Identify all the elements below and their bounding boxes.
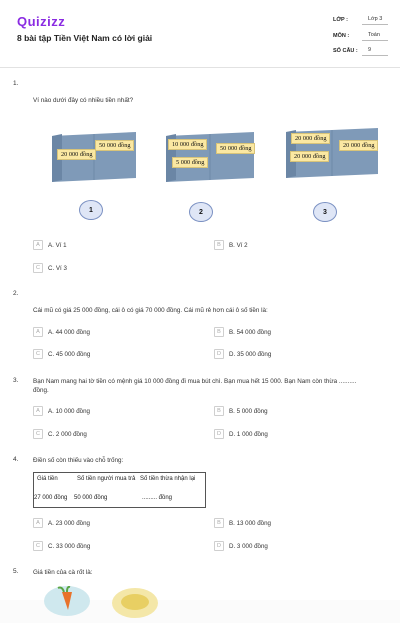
wallet-2-icon bbox=[162, 128, 258, 184]
option-text: B. Ví 2 bbox=[229, 241, 248, 249]
wallet-1-note-2: 20 000 đồng bbox=[57, 149, 96, 160]
wallet-3-note-2: 20 000 đồng bbox=[339, 140, 378, 151]
question-1-number: 1. bbox=[13, 80, 19, 87]
question-5-number: 5. bbox=[13, 568, 19, 575]
table-header-paid: Số tiền người mua trả bbox=[77, 476, 136, 482]
option-text: D. 35 000 đồng bbox=[229, 350, 272, 358]
table-cell-price: 27 000 đồng bbox=[34, 495, 68, 501]
option-text: C. 33 000 đồng bbox=[48, 542, 91, 550]
wallet-3-label: 3 bbox=[313, 202, 337, 222]
q1-option-a[interactable] bbox=[33, 239, 67, 251]
option-text: D. 1 000 đồng bbox=[229, 430, 268, 438]
q2-option-b[interactable] bbox=[214, 326, 271, 338]
q3-option-d[interactable] bbox=[214, 428, 268, 440]
wallet-3-note-3: 20 000 đồng bbox=[290, 151, 329, 162]
table-header-price: Giá tiền bbox=[37, 476, 58, 482]
table-cell-paid: 50 000 đồng bbox=[74, 495, 108, 501]
option-text: C. 45 000 đồng bbox=[48, 350, 91, 358]
header-divider bbox=[0, 67, 400, 68]
option-key-d: D bbox=[214, 541, 224, 551]
q3-option-a[interactable] bbox=[33, 405, 90, 417]
option-key-a: A bbox=[33, 518, 43, 528]
option-text: C. 2 000 đồng bbox=[48, 430, 87, 438]
option-text: D. 3 000 đồng bbox=[229, 542, 268, 550]
option-key-b: B bbox=[214, 327, 224, 337]
carrot-icon bbox=[44, 586, 90, 616]
q2-option-d[interactable] bbox=[214, 348, 271, 360]
option-key-c: C bbox=[33, 541, 43, 551]
wallet-1-note-1: 50 000 đồng bbox=[95, 140, 134, 151]
q2-option-c[interactable] bbox=[33, 348, 90, 360]
question-3-text-line-2: đồng. bbox=[33, 387, 49, 394]
wallet-2-note-1: 10 000 đồng bbox=[168, 139, 207, 150]
q4-option-d[interactable] bbox=[214, 540, 268, 552]
option-key-a: A bbox=[33, 406, 43, 416]
table-header-change: Số tiền thừa nhận lại bbox=[140, 476, 196, 482]
option-text: A. Ví 1 bbox=[48, 241, 67, 249]
wallet-2-note-3: 5 000 đồng bbox=[172, 157, 208, 168]
question-4-number: 4. bbox=[13, 456, 19, 463]
option-key-b: B bbox=[214, 240, 224, 250]
option-key-a: A bbox=[33, 327, 43, 337]
q4-option-b[interactable] bbox=[214, 517, 271, 529]
q1-option-b[interactable] bbox=[214, 239, 248, 251]
question-5-text: Giá tiền của cà rốt là: bbox=[33, 569, 93, 576]
wallet-2-image bbox=[162, 128, 258, 184]
option-text: B. 13 000 đồng bbox=[229, 519, 271, 527]
page-title: 8 bài tập Tiền Việt Nam có lời giải bbox=[17, 33, 153, 43]
option-text: A. 23 000 đồng bbox=[48, 519, 90, 527]
question-3-text-line-1: Bạn Nam mang hai tờ tiền có mệnh giá 10 000 đồng đi mua bút chì. Bạn mua hết 15 000. Bạn Nam còn thừa .......... bbox=[33, 378, 357, 385]
wallet-3-note-1: 20 000 đồng bbox=[291, 133, 330, 144]
question-2-number: 2. bbox=[13, 290, 19, 297]
q4-option-a[interactable] bbox=[33, 517, 90, 529]
question-count-value: 9 bbox=[362, 47, 388, 56]
subject-label: MÔN : bbox=[333, 33, 350, 39]
wallet-1-label: 1 bbox=[79, 200, 103, 220]
option-text: C. Ví 3 bbox=[48, 264, 67, 272]
wallet-2-label: 2 bbox=[189, 202, 213, 222]
table-cell-change: ......... đồng bbox=[142, 495, 173, 501]
question-2-text: Cái mũ có giá 25 000 đồng, cái ô có giá 70 000 đồng. Cái mũ rẻ hơn cái ô số tiền là: bbox=[33, 307, 268, 314]
grade-value: Lớp 3 bbox=[362, 16, 388, 25]
q3-option-c[interactable] bbox=[33, 428, 87, 440]
change-table bbox=[33, 472, 206, 508]
q2-option-a[interactable] bbox=[33, 326, 90, 338]
question-count-label: SỐ CÂU : bbox=[333, 48, 358, 54]
option-text: A. 10 000 đồng bbox=[48, 407, 90, 415]
option-text: B. 54 000 đồng bbox=[229, 328, 271, 336]
option-key-b: B bbox=[214, 518, 224, 528]
question-3-number: 3. bbox=[13, 377, 19, 384]
q1-option-c[interactable] bbox=[33, 262, 67, 274]
option-key-c: C bbox=[33, 263, 43, 273]
price-tag-image bbox=[112, 588, 158, 618]
option-text: A. 44 000 đồng bbox=[48, 328, 90, 336]
carrot-image bbox=[44, 586, 90, 616]
question-1-text: Ví nào dưới đây có nhiều tiền nhất? bbox=[33, 97, 134, 104]
option-key-b: B bbox=[214, 406, 224, 416]
grade-label: LỚP : bbox=[333, 17, 348, 23]
option-text: B. 5 000 đồng bbox=[229, 407, 268, 415]
q3-option-b[interactable] bbox=[214, 405, 268, 417]
option-key-c: C bbox=[33, 429, 43, 439]
q4-option-c[interactable] bbox=[33, 540, 90, 552]
question-4-text: Điền số còn thiếu vào chỗ trống: bbox=[33, 457, 124, 464]
option-key-c: C bbox=[33, 349, 43, 359]
option-key-d: D bbox=[214, 349, 224, 359]
option-key-a: A bbox=[33, 240, 43, 250]
option-key-d: D bbox=[214, 429, 224, 439]
subject-value: Toán bbox=[362, 32, 388, 41]
wallet-2-note-2: 50 000 đồng bbox=[216, 143, 255, 154]
price-tag-icon bbox=[112, 588, 158, 618]
quizizz-logo: Quizizz bbox=[17, 14, 66, 29]
